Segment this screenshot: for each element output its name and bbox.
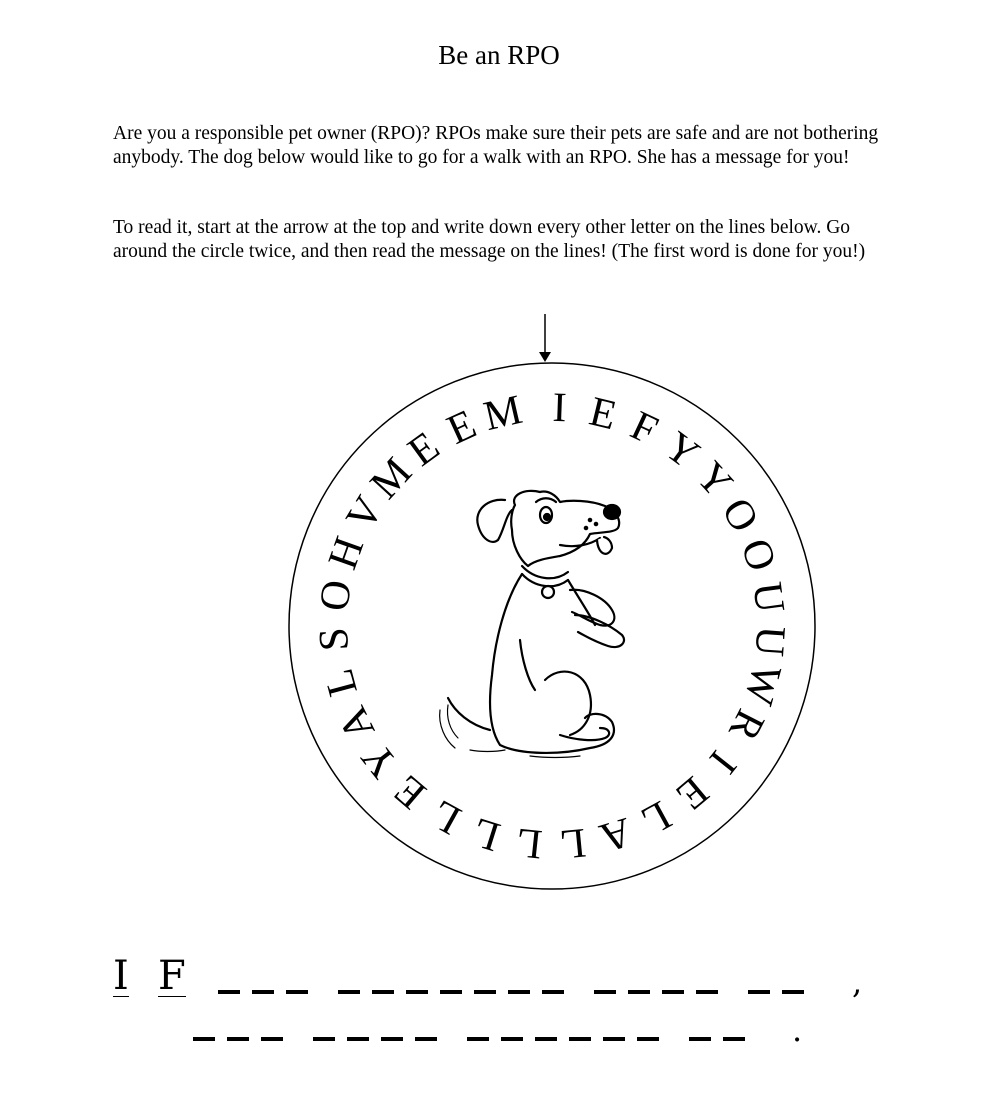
answer-blank: [252, 990, 274, 994]
wheel-letter: O: [712, 490, 768, 541]
wheel-letter: L: [557, 818, 588, 868]
answer-blank: [381, 1037, 403, 1041]
wheel-letter: L: [633, 791, 679, 844]
wheel-letter: V: [337, 488, 393, 539]
answer-blank: [406, 990, 428, 994]
answer-blank: [501, 1037, 523, 1041]
wheel-letter: O: [731, 533, 785, 577]
answer-blank: [689, 1037, 711, 1041]
answer-blank: [603, 1037, 625, 1041]
down-arrow-icon: [539, 314, 551, 362]
given-letter-f: F: [158, 953, 186, 999]
wheel-letter: U: [745, 624, 794, 659]
wheel-letter: L: [467, 808, 506, 860]
answer-blank: [535, 1037, 557, 1041]
wheel-letter: I: [551, 384, 568, 432]
answer-blank: [218, 990, 240, 994]
answer-blank: [261, 1037, 283, 1041]
wheel-letter: Y: [655, 423, 708, 479]
wheel-letter: M: [479, 386, 527, 441]
wheel-letter: Y: [686, 453, 742, 507]
answer-blank: [723, 1037, 745, 1041]
answer-blank: [338, 990, 360, 994]
wheel-letter: R: [719, 702, 774, 748]
wheel-letter: H: [319, 531, 374, 576]
answer-blank: [748, 990, 770, 994]
wheel-letter: E: [440, 401, 484, 454]
answer-blank: [286, 990, 308, 994]
answer-blank: [467, 1037, 489, 1041]
answer-blank: [637, 1037, 659, 1041]
answer-blank: [508, 990, 530, 994]
wheel-letter: Y: [352, 733, 408, 787]
wheel-letters: [311, 385, 794, 867]
wheel-letter: E: [385, 765, 435, 818]
wheel-circle: [289, 363, 815, 889]
wheel-letter: M: [361, 449, 421, 508]
wheel-letter: L: [315, 663, 367, 701]
wheel-letter: A: [329, 699, 385, 748]
instructions-paragraph: To read it, start at the arrow at the top and write down every other letter on the lines below. Go around the circle twice, and then read the message on the lines! (The first word is done for you!): [113, 217, 866, 262]
comma: ,: [852, 963, 863, 1001]
wheel-letter: I: [700, 742, 745, 782]
answer-blank: [594, 990, 616, 994]
answer-blank: [474, 990, 496, 994]
answer-blank: [696, 990, 718, 994]
answer-blank: [313, 1037, 335, 1041]
page-title: Be an RPO: [438, 40, 560, 70]
answer-blank: [440, 990, 462, 994]
period: .: [792, 1011, 803, 1049]
answer-blank: [415, 1037, 437, 1041]
wheel-letter: A: [594, 808, 637, 861]
given-letter-i: I: [113, 953, 129, 999]
answer-blank: [372, 990, 394, 994]
wheel-letter: O: [311, 577, 361, 614]
answer-blank: [782, 990, 804, 994]
wheel-letter: S: [310, 626, 359, 653]
wheel-letter: L: [423, 790, 469, 843]
wheel-letter: E: [667, 767, 717, 819]
wheel-letter: E: [400, 423, 448, 476]
answer-blank: [628, 990, 650, 994]
intro-paragraph: Are you a responsible pet owner (RPO)? RPOs make sure their pets are safe and are not bothering anybody. The dog below would like to go for a walk with an RPO. She has a message for you!: [113, 123, 879, 168]
wheel-letter: L: [513, 818, 545, 868]
wheel-letter: W: [734, 659, 790, 710]
wheel-letter: U: [743, 579, 793, 616]
answer-blank: [193, 1037, 215, 1041]
answer-blank: [569, 1037, 591, 1041]
answer-blank: [662, 990, 684, 994]
wheel-letter: F: [623, 402, 665, 455]
wheel-letter: E: [585, 388, 621, 440]
answer-blank: [542, 990, 564, 994]
answer-blank: [227, 1037, 249, 1041]
answer-blank: [347, 1037, 369, 1041]
sitting-dog-illustration: [440, 491, 624, 758]
